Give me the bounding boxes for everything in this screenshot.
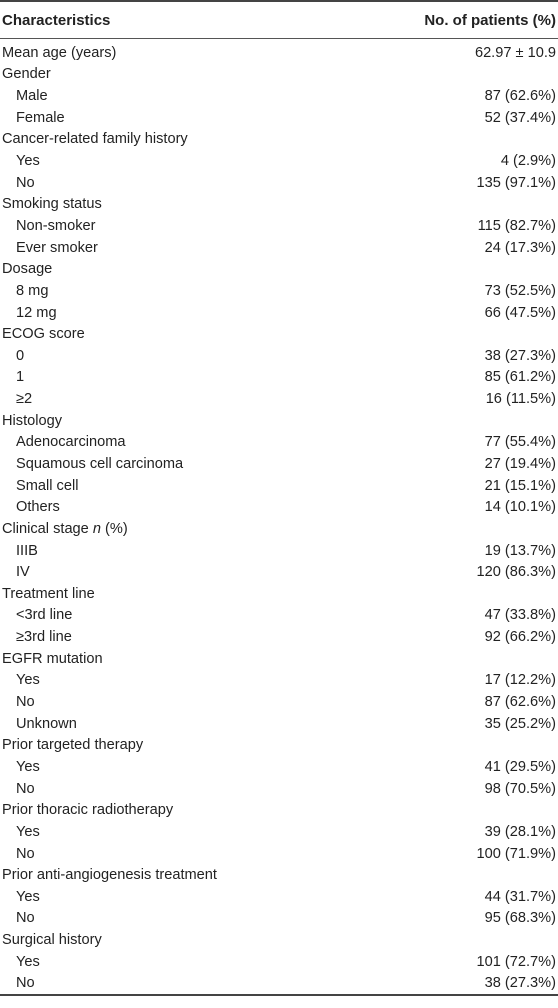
row-value: 87 (62.6%) — [484, 694, 556, 711]
table-row — [0, 843, 558, 865]
row-label: No — [16, 975, 35, 992]
row-label: ≥2 — [16, 391, 33, 408]
row-value: 135 (97.1%) — [476, 174, 556, 191]
table-group-row — [0, 193, 558, 215]
table-row — [0, 475, 558, 497]
row-label: Yes — [16, 758, 40, 775]
row-label: Surgical history — [2, 932, 102, 949]
row-label: Mean age (years) — [2, 44, 117, 61]
table-row — [0, 886, 558, 908]
row-value: 115 (82.7%) — [477, 217, 556, 234]
table-group-row — [0, 648, 558, 670]
row-label: Unknown — [16, 715, 77, 732]
row-label: Yes — [16, 953, 40, 970]
table-row — [0, 302, 558, 324]
table-body — [0, 39, 558, 994]
row-label: Non-smoker — [16, 217, 96, 234]
row-label: 1 — [16, 369, 25, 386]
table-group-row — [0, 735, 558, 757]
table-group-row — [0, 129, 558, 151]
row-label: <3rd line — [16, 607, 73, 624]
row-value: 85 (61.2%) — [484, 369, 556, 386]
table-group-row — [0, 258, 558, 280]
table-group-row — [0, 42, 558, 64]
row-label: Cancer-related family history — [2, 131, 188, 148]
table-row — [0, 756, 558, 778]
row-label: Squamous cell carcinoma — [16, 455, 184, 472]
table-row — [0, 821, 558, 843]
row-value: 92 (66.2%) — [484, 629, 556, 646]
header-no-of-patients: No. of patients (%) — [424, 11, 556, 29]
row-value: 35 (25.2%) — [484, 715, 556, 732]
table-row — [0, 150, 558, 172]
table-row — [0, 670, 558, 692]
row-label: No — [16, 780, 35, 797]
row-label: No — [16, 910, 35, 927]
row-label: 8 mg — [16, 282, 49, 299]
table-group-row — [0, 864, 558, 886]
row-label: Small cell — [16, 477, 79, 494]
row-value: 100 (71.9%) — [476, 845, 556, 862]
table-group-row — [0, 929, 558, 951]
row-value: 38 (27.3%) — [484, 347, 556, 364]
row-value: 44 (31.7%) — [484, 888, 556, 905]
row-label: 12 mg — [16, 304, 57, 321]
table-row — [0, 561, 558, 583]
row-label: No — [16, 694, 35, 711]
table-group-row — [0, 583, 558, 605]
row-label: Prior targeted therapy — [2, 737, 144, 754]
table-group-row — [0, 323, 558, 345]
row-value: 101 (72.7%) — [476, 953, 556, 970]
table-row — [0, 453, 558, 475]
table-group-row — [0, 410, 558, 432]
table-row — [0, 496, 558, 518]
row-label: Male — [16, 88, 48, 105]
table-row — [0, 172, 558, 194]
row-value: 95 (68.3%) — [484, 910, 556, 927]
row-label: Yes — [16, 888, 40, 905]
table-row — [0, 432, 558, 454]
row-value: 39 (28.1%) — [484, 823, 556, 840]
row-label: Prior thoracic radiotherapy — [2, 802, 174, 819]
row-value: 87 (62.6%) — [484, 88, 556, 105]
row-label: IIIB — [16, 542, 38, 559]
row-label: Prior anti-angiogenesis treatment — [2, 867, 217, 884]
row-label: Adenocarcinoma — [16, 434, 126, 451]
row-value: 19 (13.7%) — [484, 542, 556, 559]
table-bottom-rule — [0, 994, 558, 996]
row-label: Others — [16, 499, 60, 516]
row-value: 27 (19.4%) — [484, 455, 556, 472]
row-label: Yes — [16, 672, 40, 689]
table-row — [0, 951, 558, 973]
row-value: 52 (37.4%) — [484, 109, 556, 126]
row-value: 47 (33.8%) — [484, 607, 556, 624]
table-row — [0, 605, 558, 627]
row-value: 17 (12.2%) — [484, 672, 556, 689]
row-value: 38 (27.3%) — [484, 975, 556, 992]
row-label: Clinical stage n (%) — [2, 520, 128, 537]
row-value: 73 (52.5%) — [484, 282, 556, 299]
row-value: 66 (47.5%) — [484, 304, 556, 321]
row-label: Yes — [16, 153, 40, 170]
row-label: Treatment line — [2, 585, 95, 602]
row-value: 62.97 ± 10.9 — [474, 44, 556, 61]
table-row — [0, 540, 558, 562]
row-label: Dosage — [2, 261, 53, 278]
row-label: Ever smoker — [16, 239, 98, 256]
row-value: 21 (15.1%) — [484, 477, 556, 494]
table-row — [0, 85, 558, 107]
row-value: 77 (55.4%) — [484, 434, 556, 451]
table-row — [0, 107, 558, 129]
row-label: ECOG score — [2, 326, 85, 343]
table-row — [0, 215, 558, 237]
table-row — [0, 280, 558, 302]
row-label: No — [16, 174, 35, 191]
table-row — [0, 237, 558, 259]
row-value: 120 (86.3%) — [476, 564, 556, 581]
table-row — [0, 691, 558, 713]
row-value: 24 (17.3%) — [484, 239, 556, 256]
table-row — [0, 778, 558, 800]
row-label: 0 — [16, 347, 25, 364]
table-row — [0, 626, 558, 648]
row-label: No — [16, 845, 35, 862]
row-value: 98 (70.5%) — [484, 780, 556, 797]
row-label: IV — [16, 564, 30, 581]
table-group-row — [0, 799, 558, 821]
row-value: 14 (10.1%) — [484, 499, 556, 516]
row-label: Histology — [2, 412, 63, 429]
row-label: Female — [16, 109, 65, 126]
table-header-row — [0, 2, 558, 38]
table-row — [0, 908, 558, 930]
row-label: EGFR mutation — [2, 650, 103, 667]
row-value: 16 (11.5%) — [485, 391, 556, 408]
row-label: ≥3rd line — [16, 629, 72, 646]
table-group-row — [0, 518, 558, 540]
header-characteristics: Characteristics — [2, 11, 111, 29]
table-row — [0, 713, 558, 735]
row-value: 4 (2.9%) — [500, 153, 556, 170]
table-row — [0, 973, 558, 995]
row-value: 41 (29.5%) — [484, 758, 556, 775]
table-group-row — [0, 64, 558, 86]
row-label: Smoking status — [2, 196, 102, 213]
table-row — [0, 345, 558, 367]
table-row — [0, 388, 558, 410]
row-label: Gender — [2, 66, 51, 83]
row-label: Yes — [16, 823, 40, 840]
table-row — [0, 367, 558, 389]
